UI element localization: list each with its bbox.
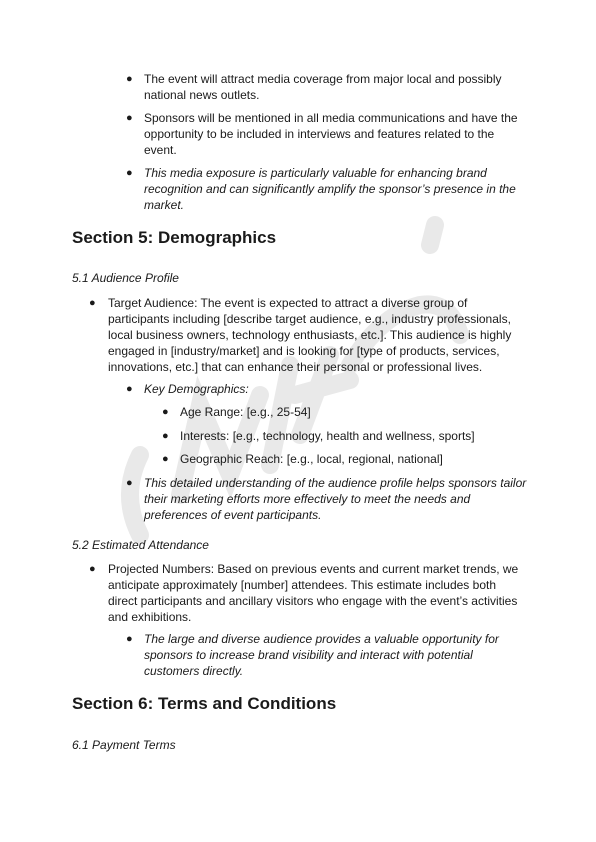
section-6-heading: Section 6: Terms and Conditions: [72, 694, 337, 713]
text-line: and exhibitions.: [108, 610, 192, 624]
bullet-dot: ●: [126, 383, 133, 395]
bullet-dot: ●: [126, 73, 133, 85]
sponsor-mention-bullet: [144, 110, 518, 158]
text-line: This detailed understanding of the audience profile helps sponsors tailor: [144, 476, 527, 490]
text-line: innovations, etc.] that can enhance their personal or professional lives.: [108, 360, 483, 374]
text-line: This media exposure is particularly valuable for enhancing brand: [144, 166, 487, 180]
geographic-reach-item: Geographic Reach: [e.g., local, regional, national]: [180, 452, 443, 466]
bullet-dot: ●: [162, 406, 169, 418]
text-line: national news outlets.: [144, 88, 260, 102]
subsection-5-1-heading: 5.1 Audience Profile: [72, 271, 179, 285]
text-line: preferences of event participants.: [144, 508, 322, 522]
interests-item: Interests: [e.g., technology, health and wellness, sports]: [180, 429, 475, 443]
text-line: direct participants and ancillary visitors who engage with the event’s activities: [108, 594, 518, 608]
text-line: Projected Numbers: Based on previous events and current market trends, we: [108, 562, 519, 576]
projected-numbers-bullet: [108, 561, 518, 625]
bullet-dot: ●: [126, 112, 133, 124]
text-line: participants including [describe target audience, e.g., industry professionals,: [108, 312, 511, 326]
attendance-note: [144, 631, 499, 679]
media-exposure-note: [144, 165, 516, 213]
target-audience-bullet: [108, 295, 511, 375]
text-line: Target Audience: The event is expected to attract a diverse group of: [108, 296, 468, 310]
bullet-dot: ●: [126, 167, 133, 179]
media-coverage-bullet: [144, 71, 502, 103]
text-line: The large and diverse audience provides a valuable opportunity for: [144, 632, 499, 646]
text-line: anticipate approximately [number] attendees. This estimate includes both: [108, 578, 496, 592]
audience-profile-note: [144, 475, 526, 523]
text-line: opportunity to be included in interviews and features related to the: [144, 127, 495, 141]
bullet-dot: ●: [126, 633, 133, 645]
subsection-6-1-heading: 6.1 Payment Terms: [72, 738, 176, 752]
bullet-dot: ●: [162, 453, 169, 465]
bullet-dot: ●: [162, 430, 169, 442]
bullet-dot: ●: [89, 563, 96, 575]
bullet-dot: ●: [126, 477, 133, 489]
text-line: customers directly.: [144, 664, 244, 678]
key-demographics-label: Key Demographics:: [144, 382, 249, 396]
text-line: their marketing efforts more effectively to meet the needs and: [144, 492, 471, 506]
text-line: event.: [144, 143, 177, 157]
subsection-5-2-heading: 5.2 Estimated Attendance: [72, 538, 209, 552]
text-line: Sponsors will be mentioned in all media communications and have the: [144, 111, 518, 125]
section-5-heading: Section 5: Demographics: [72, 228, 277, 247]
text-line: engaged in [industry/market] and is looking for [type of products, services,: [108, 344, 500, 358]
text-line: market.: [144, 198, 185, 212]
bullet-dot: ●: [89, 297, 96, 309]
text-line: local business owners, technology enthusiasts, etc.]. This audience is highly: [108, 328, 512, 342]
text-line: The event will attract media coverage from major local and possibly: [144, 72, 502, 86]
age-range-item: Age Range: [e.g., 25-54]: [180, 405, 311, 419]
text-line: sponsors to increase brand visibility and interact with potential: [144, 648, 473, 662]
text-line: recognition and can significantly amplify the sponsor’s presence in the: [144, 182, 516, 196]
